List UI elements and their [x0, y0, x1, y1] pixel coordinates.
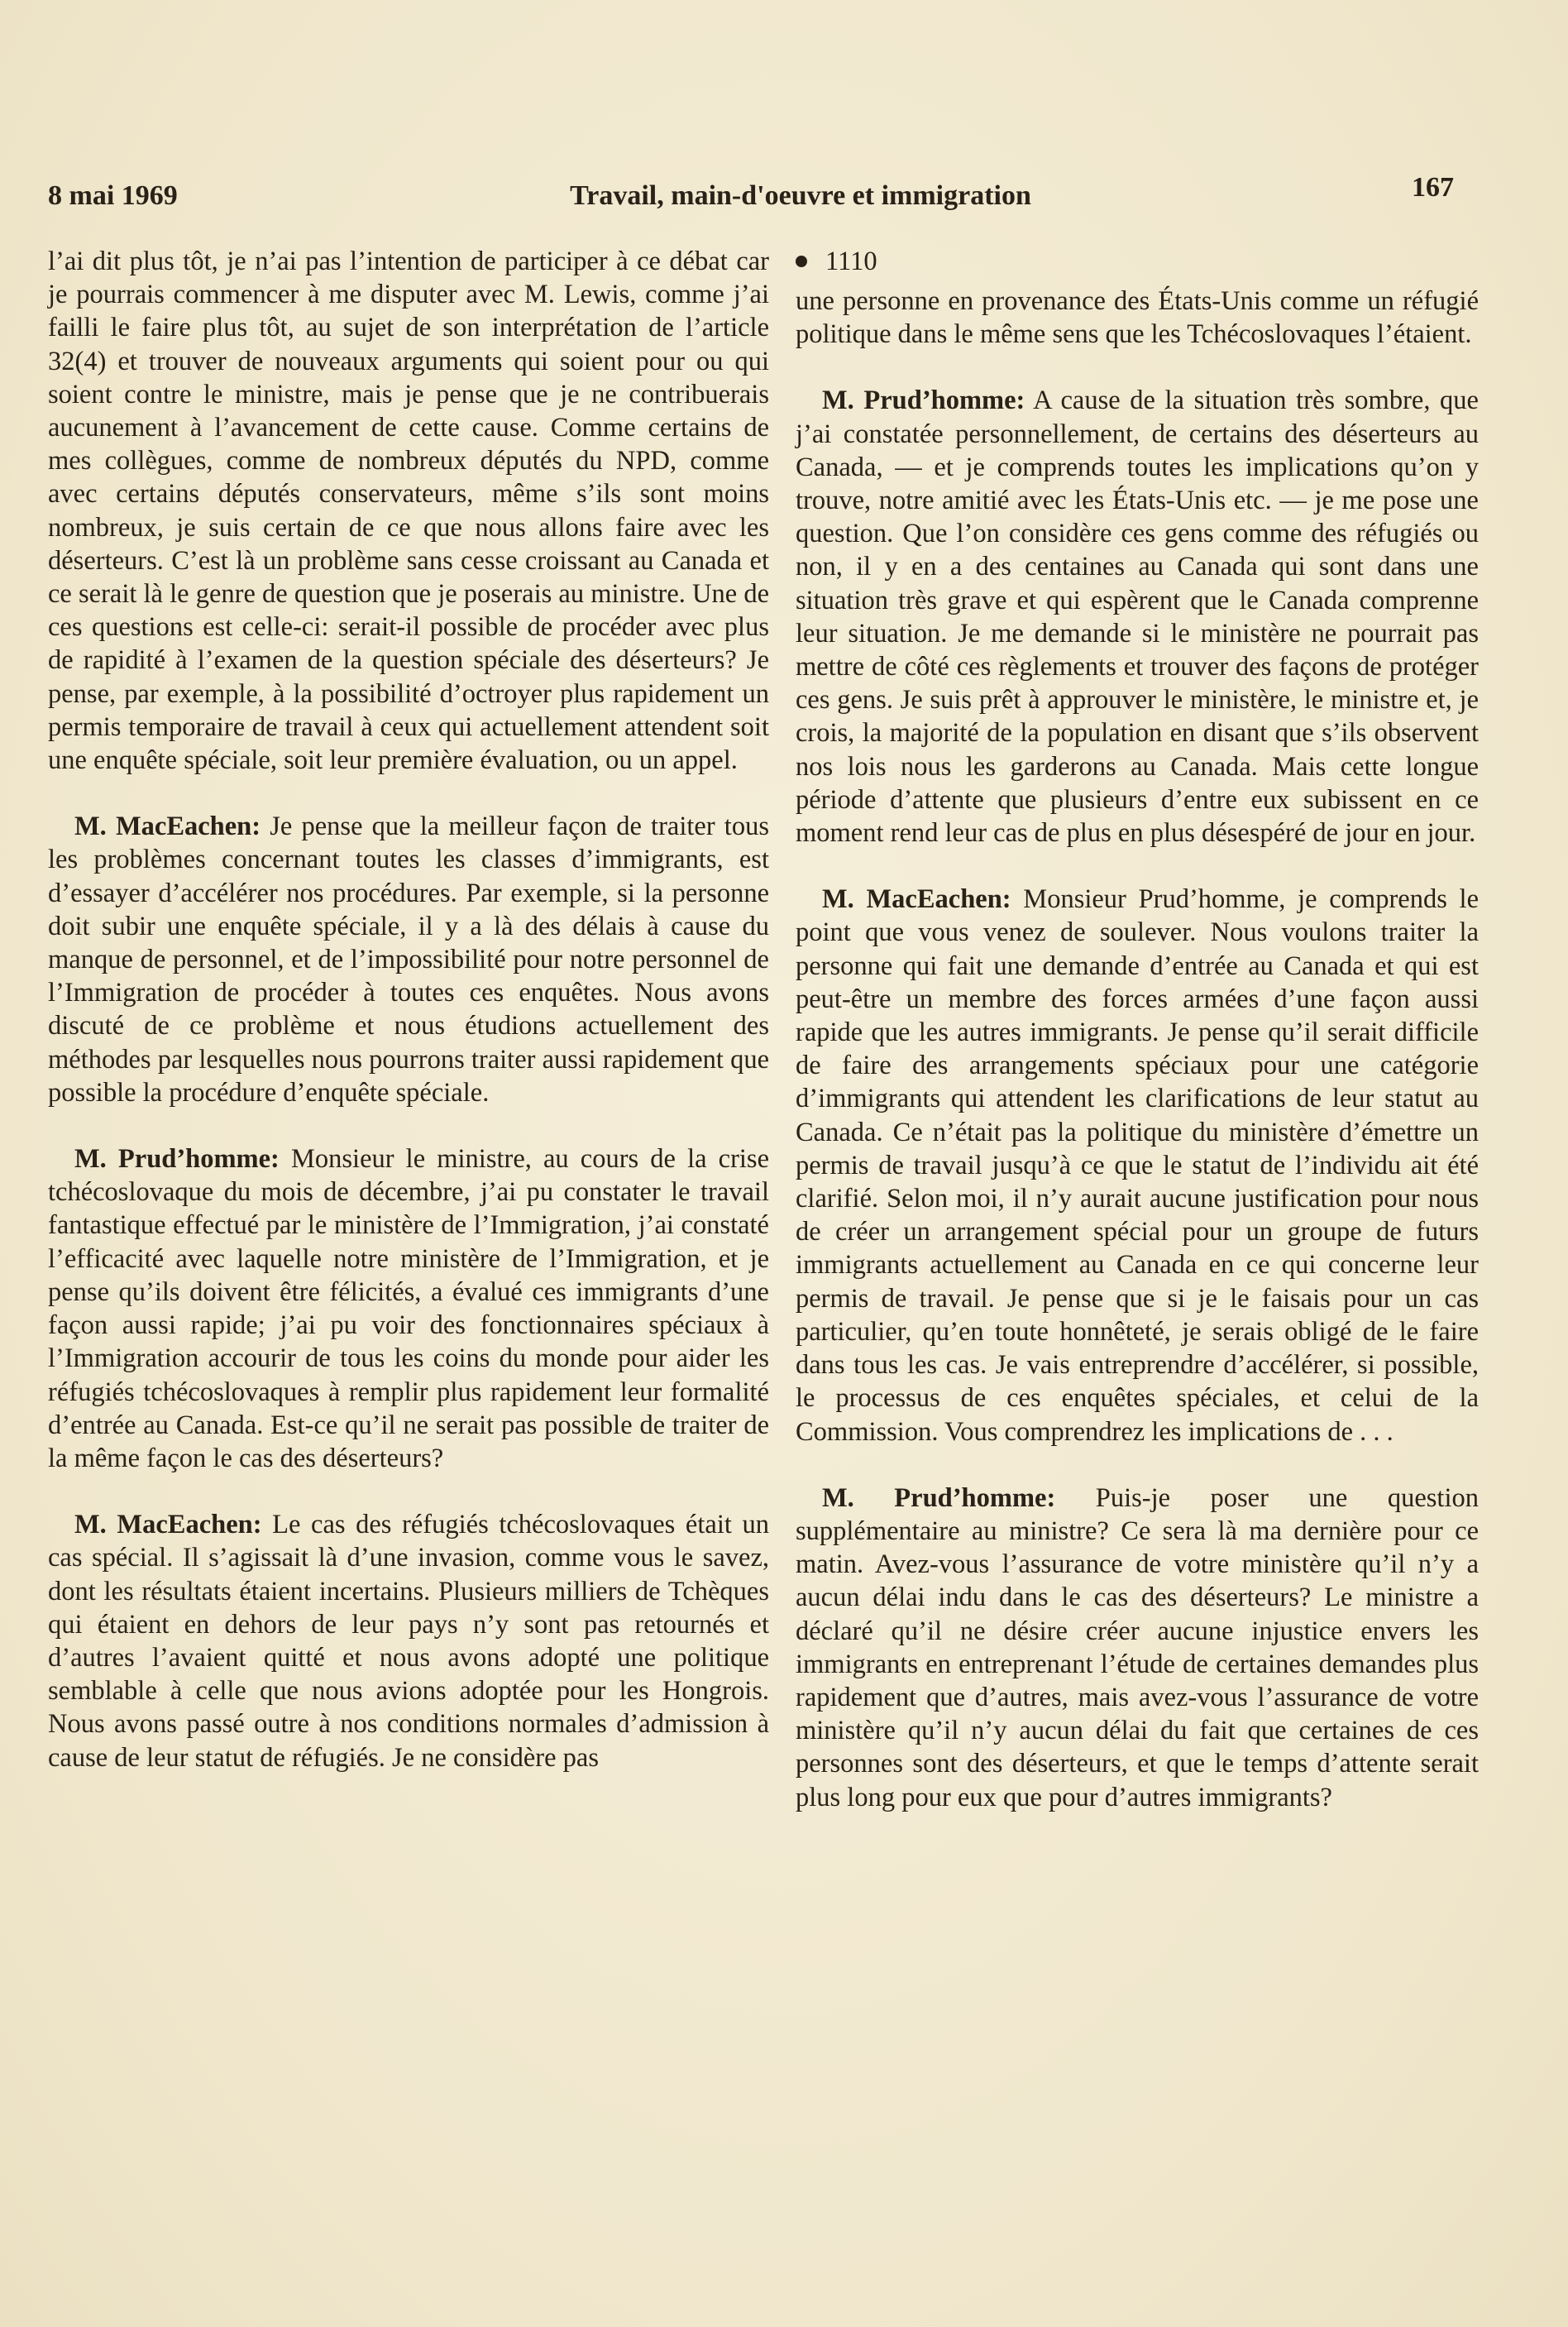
time-marker: [796, 245, 1479, 278]
paragraph-continuation: l’ai dit plus tôt, je n’ai pas l’intention de participer à ce débat car je pourrais commencer à me disputer avec M. Lewis, comme j’ai failli le faire plus tôt, au sujet de son interprétation de l’article 32(4) et trouver de nouveaux arguments qui soient pour ou qui soient contre le ministre, mais je pense que je ne contribuerais aucunement à l’avancement de cette cause. Comme certains de mes collègues, comme de nombreux députés du NPD, comme avec certains députés conservateurs, même s’ils sont moins nombreux, je suis certain de ce que nous allons faire avec les déserteurs. C’est là un problème sans cesse croissant au Canada et ce serait là le genre de question que je poserais au ministre. Une de ces questions est celle-ci: serait-il possible de procéder avec plus de rapidité à l’examen de la question spéciale des déserteurs? Je pense, par exemple, à la possibilité d’octroyer plus rapidement un permis temporaire de travail à ceux qui actuellement attendent soit une enquête spéciale, soit leur première évaluation, ou un appel.: [48, 247, 769, 776]
paragraph-text: Monsieur Prud’homme, je comprends le point que vous venez de soulever. Nous voulons traiter la personne qui fait une demande d’entrée au Canada et qui est peut-être un membre des forces armées d’une façon aussi rapide que les autres immigrants. Je pense qu’il serait difficile de faire des arrangements spéciaux pour une catégorie d’immigrants qui attendent les clarifications de leur statut au Canada. Ce n’était pas la politique du ministère d’émettre un permis de travail jusqu’à ce que le statut de l’individu ait été clarifié. Selon moi, il n’y aurait aucune justification pour nous de créer un arrangement spécial pour un groupe de futurs immigrants actuellement au Canada en ce qui concerne leur permis de travail. Je pense que si je le faisais pour un cas particulier, qu’en toute honnêteté, je serais obligé de le faire dans tous les cas. Je vais entreprendre d’accélérer, si possible, le processus de ces enquêtes spéciales, et celui de la Commission. Vous comprendrez les implications de . . .: [796, 884, 1479, 1447]
header-date: 8 mai 1969: [48, 180, 178, 211]
paragraph-text: Je pense que la meilleur façon de traiter tous les problèmes concernant toutes les classes d’immigrants, est d’essayer d’accélérer nos procédures. Par exemple, si la personne doit subir une enquête spéciale, il y a là des délais à cause du manque de personnel, et de l’impossibilité pour notre personnel de l’Immigration de procéder à toutes ces enquêtes. Nous avons discuté de ce problème et nous étudions actuellement des méthodes par lesquelles nous pourrons traiter aussi rapidement que possible la procédure d’enquête spéciale.: [48, 812, 769, 1108]
speaker-name: M. Prud’homme:: [822, 1482, 1056, 1513]
right-column: [796, 245, 1479, 1847]
header-title: Travail, main-d'oeuvre et immigration: [570, 180, 1031, 211]
paragraph-macEachen-1: [48, 810, 769, 1109]
speaker-name: M. MacEachen:: [74, 812, 261, 842]
paragraph-prudhomme-2: [796, 384, 1479, 850]
paragraph-macEachen-2: [48, 1508, 769, 1774]
page-header: [48, 172, 1454, 222]
speaker-name: M. MacEachen:: [74, 1510, 262, 1540]
time-marker-text: 1110: [825, 247, 877, 276]
paragraph-text: Puis-je poser une question supplémentaire au ministre? Ce sera là ma dernière pour ce matin. Avez-vous l’assurance de votre ministère qu’il n’y a aucun délai indu dans le cas des déserteurs? Le ministre a déclaré qu’il ne désire créer aucune injustice envers les immigrants en entreprenant l’étude de certaines demandes plus rapidement que d’autres, mais avez-vous l’assurance de votre ministère qu’il n’y aucun délai du fait que certaines de ces personnes sont des déserteurs, et que le temps d’attente serait plus long pour eux que pour d’autres immigrants?: [796, 1482, 1479, 1812]
left-column: [48, 245, 769, 1807]
speaker-name: M. MacEachen:: [822, 884, 1011, 915]
paragraph-text: Le cas des réfugiés tchécoslovaques était un cas spécial. Il s’agissait là d’une invasion, comme vous le savez, dont les résultats étaient incertains. Plusieurs milliers de Tchèques qui étaient en dehors de leur pays n’y sont pas retournés et d’autres l’avaient quitté et nous avons adopté une politique semblable à celle que nous avions adoptée pour les Hongrois. Nous avons passé outre à nos conditions normales d’admission à cause de leur statut de réfugiés. Je ne considère pas: [48, 1510, 769, 1773]
paragraph-text: A cause de la situation très sombre, que j’ai constatée personnellement, de certains des déserteurs au Canada, — et je comprends toutes les implications qu’on y trouve, notre amitié avec les États-Unis etc. — je me pose une question. Que l’on considère ces gens comme des réfugiés ou non, il y en a des centaines au Canada qui sont dans une situation très grave et qui espèrent que le Canada comprenne leur situation. Je me demande si le ministère ne pourrait pas mettre de côté ces règlements et trouver des façons de protéger ces gens. Je suis prêt à approuver le ministère, le ministre et, je crois, la majorité de la population en disant que s’ils observent nos lois nous les garderons au Canada. Mais cette longue période d’attente que plusieurs d’entre eux subissent en ce moment rend leur cas de plus en plus désespéré de jour en jour.: [796, 385, 1479, 849]
paragraph-text: Monsieur le ministre, au cours de la crise tchécoslovaque du mois de décembre, j’ai pu constater le travail fantastique effectué par le ministère de l’Immigration, j’ai constaté l’efficacité avec laquelle notre ministère de l’Immigration, et je pense qu’ils doivent être félicités, a évalué ces immigrants d’une façon aussi rapide; j’ai pu voir des fonctionnaires spéciaux à l’Immigration accourir de tous les coins du monde pour aider les réfugiés tchécoslovaques à remplir plus rapidement leur formalité d’entrée au Canada. Est-ce qu’il ne serait pas possible de traiter de la même façon le cas des déserteurs?: [48, 1144, 769, 1473]
speaker-name: M. Prud’homme:: [822, 385, 1025, 416]
page-number: 167: [1412, 172, 1454, 203]
bullet-icon: [796, 256, 807, 267]
speaker-name: M. Prud’homme:: [74, 1144, 280, 1175]
paragraph-continuation: une personne en provenance des États-Unis comme un réfugié politique dans le même sens que les Tchécoslovaques l’étaient.: [796, 286, 1479, 350]
paragraph-prudhomme-1: [48, 1142, 769, 1475]
paragraph-prudhomme-3: [796, 1482, 1479, 1814]
paragraph-macEachen-3: [796, 883, 1479, 1448]
